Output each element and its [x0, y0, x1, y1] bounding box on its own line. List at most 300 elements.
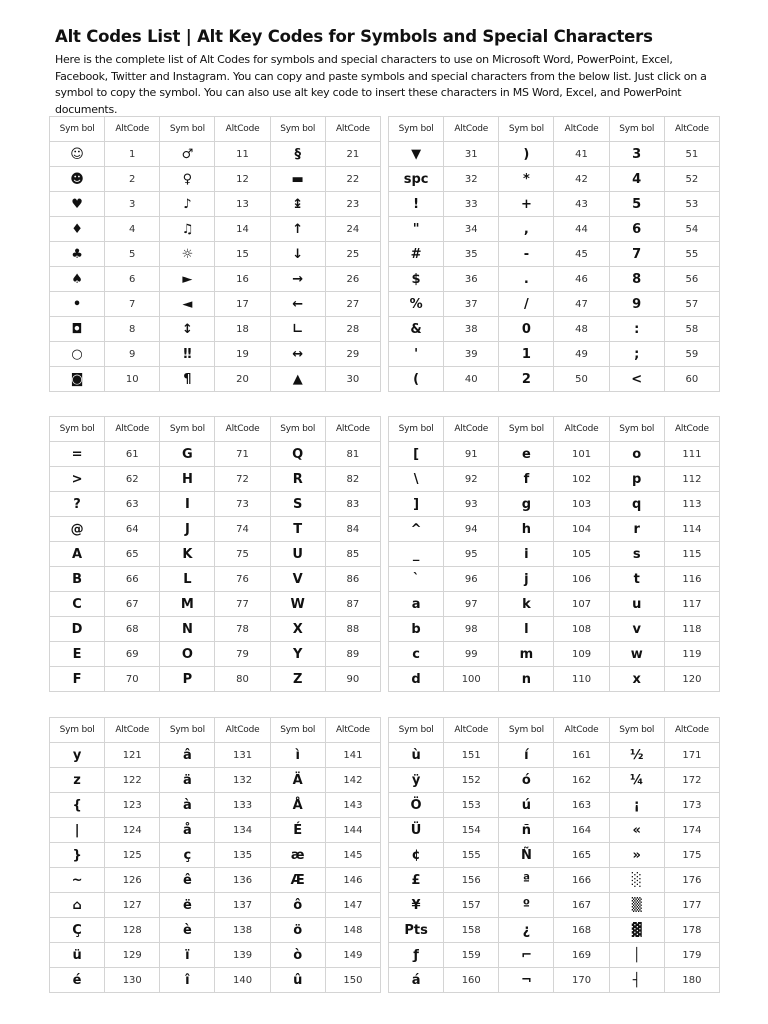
symbol-cell[interactable]: →	[270, 267, 325, 292]
altcode-cell: 99	[444, 642, 499, 667]
symbol-cell[interactable]: ☺	[50, 142, 105, 167]
symbol-cell[interactable]: h	[499, 517, 554, 542]
symbol-cell[interactable]: +	[499, 192, 554, 217]
symbol-cell[interactable]: &	[389, 317, 444, 342]
altcode-cell: 178	[664, 918, 719, 943]
symbol-cell[interactable]: I	[160, 492, 215, 517]
symbol-column-header: Sym bol	[609, 417, 664, 442]
table-row	[389, 567, 720, 592]
altcode-cell: 14	[215, 217, 270, 242]
symbol-cell[interactable]: î	[160, 968, 215, 993]
symbol-cell[interactable]: t	[609, 567, 664, 592]
altcode-cell: 159	[444, 943, 499, 968]
symbol-cell[interactable]: │	[609, 943, 664, 968]
symbol-cell[interactable]: ◘	[50, 317, 105, 342]
altcode-cell: 82	[325, 467, 380, 492]
symbol-cell[interactable]: :	[609, 317, 664, 342]
altcode-cell: 9	[105, 342, 160, 367]
symbol-cell[interactable]: C	[50, 592, 105, 617]
symbol-cell[interactable]: Å	[270, 793, 325, 818]
table-row	[50, 918, 381, 943]
symbol-cell[interactable]: ?	[50, 492, 105, 517]
symbol-cell[interactable]: l	[499, 617, 554, 642]
symbol-cell[interactable]: ♪	[160, 192, 215, 217]
symbol-cell[interactable]: ☼	[160, 242, 215, 267]
altcode-cell: 27	[325, 292, 380, 317]
symbol-cell[interactable]: <	[609, 367, 664, 392]
symbol-cell[interactable]: ì	[270, 743, 325, 768]
symbol-cell[interactable]: Ü	[389, 818, 444, 843]
table-row	[389, 868, 720, 893]
table-row	[50, 367, 381, 392]
altcode-cell: 107	[554, 592, 609, 617]
altcode-cell: 31	[444, 142, 499, 167]
table-row	[50, 317, 381, 342]
altcode-cell: 134	[215, 818, 270, 843]
symbol-cell[interactable]: r	[609, 517, 664, 542]
symbol-cell[interactable]: =	[50, 442, 105, 467]
symbol-cell[interactable]: «	[609, 818, 664, 843]
symbol-cell[interactable]: $	[389, 267, 444, 292]
altcode-cell: 11	[215, 142, 270, 167]
symbol-cell[interactable]: ♥	[50, 192, 105, 217]
symbol-cell[interactable]: ↑	[270, 217, 325, 242]
symbol-cell[interactable]: 0	[499, 317, 554, 342]
symbol-column-header: Sym bol	[389, 417, 444, 442]
symbol-cell[interactable]: £	[389, 868, 444, 893]
table-row	[50, 517, 381, 542]
symbol-cell[interactable]: Æ	[270, 868, 325, 893]
altcode-cell: 64	[105, 517, 160, 542]
symbol-cell[interactable]: ½	[609, 743, 664, 768]
altcode-cell: 69	[105, 642, 160, 667]
altcode-cell: 71	[215, 442, 270, 467]
symbol-cell[interactable]: ú	[499, 793, 554, 818]
symbol-cell[interactable]: ÿ	[389, 768, 444, 793]
symbol-cell[interactable]: q	[609, 492, 664, 517]
table-row	[50, 442, 381, 467]
altcode-cell: 23	[325, 192, 380, 217]
altcode-column-header: AltCode	[664, 417, 719, 442]
symbol-cell[interactable]: ª	[499, 868, 554, 893]
symbol-cell[interactable]: S	[270, 492, 325, 517]
symbol-cell[interactable]: 9	[609, 292, 664, 317]
altcode-cell: 68	[105, 617, 160, 642]
symbol-cell[interactable]: §	[270, 142, 325, 167]
symbol-cell[interactable]: ↔	[270, 342, 325, 367]
symbol-cell[interactable]: ♂	[160, 142, 215, 167]
symbol-cell[interactable]: ┤	[609, 968, 664, 993]
symbol-cell[interactable]: H	[160, 467, 215, 492]
symbol-cell[interactable]: ò	[270, 943, 325, 968]
altcode-cell: 94	[444, 517, 499, 542]
symbol-cell[interactable]: ►	[160, 267, 215, 292]
symbol-cell[interactable]: ⌂	[50, 893, 105, 918]
symbol-cell[interactable]: j	[499, 567, 554, 592]
symbol-cell[interactable]: ¬	[499, 968, 554, 993]
symbol-cell[interactable]: a	[389, 592, 444, 617]
symbol-cell[interactable]: (	[389, 367, 444, 392]
symbol-cell[interactable]: Ä	[270, 768, 325, 793]
symbol-cell[interactable]: Ö	[389, 793, 444, 818]
symbol-cell[interactable]: M	[160, 592, 215, 617]
symbol-cell[interactable]: ;	[609, 342, 664, 367]
altcode-cell: 5	[105, 242, 160, 267]
symbol-cell[interactable]: spc	[389, 167, 444, 192]
symbol-cell[interactable]: e	[499, 442, 554, 467]
symbol-cell[interactable]: 7	[609, 242, 664, 267]
symbol-cell[interactable]: ∟	[270, 317, 325, 342]
altcode-cell: 120	[664, 667, 719, 692]
altcode-cell: 42	[554, 167, 609, 192]
symbol-cell[interactable]: g	[499, 492, 554, 517]
altcode-cell: 122	[105, 768, 160, 793]
table-header-row	[50, 718, 381, 743]
altcode-cell: 147	[325, 893, 380, 918]
symbol-cell[interactable]: b	[389, 617, 444, 642]
symbol-cell[interactable]: Q	[270, 442, 325, 467]
altcode-cell: 100	[444, 667, 499, 692]
symbol-cell[interactable]: !	[389, 192, 444, 217]
altcode-cell: 55	[664, 242, 719, 267]
symbol-cell[interactable]: 3	[609, 142, 664, 167]
altcode-column-header: AltCode	[215, 417, 270, 442]
altcode-cell: 110	[554, 667, 609, 692]
symbol-cell[interactable]: ¼	[609, 768, 664, 793]
altcode-cell: 145	[325, 843, 380, 868]
altcode-cell: 162	[554, 768, 609, 793]
altcode-cell: 72	[215, 467, 270, 492]
symbol-cell[interactable]: v	[609, 617, 664, 642]
table-header-row	[50, 117, 381, 142]
table-row	[389, 743, 720, 768]
altcode-column-header: AltCode	[325, 117, 380, 142]
altcode-cell: 128	[105, 918, 160, 943]
altcode-column-header: AltCode	[554, 117, 609, 142]
altcode-cell: 36	[444, 267, 499, 292]
symbol-cell[interactable]: /	[499, 292, 554, 317]
altcode-cell: 140	[215, 968, 270, 993]
symbol-column-header: Sym bol	[50, 117, 105, 142]
symbol-cell[interactable]: @	[50, 517, 105, 542]
symbol-cell[interactable]: ¢	[389, 843, 444, 868]
symbol-column-header: Sym bol	[50, 417, 105, 442]
altcode-cell: 66	[105, 567, 160, 592]
symbol-cell[interactable]: E	[50, 642, 105, 667]
alt-code-table-2	[388, 116, 720, 392]
symbol-cell[interactable]: A	[50, 542, 105, 567]
symbol-cell[interactable]: »	[609, 843, 664, 868]
symbol-column-header: Sym bol	[160, 117, 215, 142]
symbol-cell[interactable]: s	[609, 542, 664, 567]
altcode-cell: 12	[215, 167, 270, 192]
symbol-cell[interactable]: #	[389, 242, 444, 267]
symbol-cell[interactable]: ☻	[50, 167, 105, 192]
altcode-cell: 7	[105, 292, 160, 317]
table-row	[50, 818, 381, 843]
symbol-cell[interactable]: ¥	[389, 893, 444, 918]
table-row	[389, 292, 720, 317]
symbol-cell[interactable]: Y	[270, 642, 325, 667]
table-row	[389, 667, 720, 692]
symbol-cell[interactable]: ñ	[499, 818, 554, 843]
symbol-cell[interactable]: ◙	[50, 367, 105, 392]
symbol-cell[interactable]: ¶	[160, 367, 215, 392]
symbol-cell[interactable]: é	[50, 968, 105, 993]
altcode-column-header: AltCode	[215, 117, 270, 142]
table-row	[50, 743, 381, 768]
symbol-cell[interactable]: V	[270, 567, 325, 592]
symbol-cell[interactable]: o	[609, 442, 664, 467]
symbol-cell[interactable]: k	[499, 592, 554, 617]
symbol-cell[interactable]: ♣	[50, 242, 105, 267]
symbol-cell[interactable]: ƒ	[389, 943, 444, 968]
table-row	[50, 142, 381, 167]
symbol-cell[interactable]: ]	[389, 492, 444, 517]
altcode-cell: 92	[444, 467, 499, 492]
symbol-cell[interactable]: N	[160, 617, 215, 642]
altcode-cell: 91	[444, 442, 499, 467]
symbol-cell[interactable]: ö	[270, 918, 325, 943]
symbol-cell[interactable]: )	[499, 142, 554, 167]
altcode-cell: 154	[444, 818, 499, 843]
symbol-cell[interactable]: '	[389, 342, 444, 367]
symbol-cell[interactable]: ï	[160, 943, 215, 968]
symbol-cell[interactable]: Z	[270, 667, 325, 692]
symbol-column-header: Sym bol	[160, 718, 215, 743]
symbol-cell[interactable]: ¿	[499, 918, 554, 943]
symbol-cell[interactable]: U	[270, 542, 325, 567]
altcode-cell: 149	[325, 943, 380, 968]
symbol-cell[interactable]: -	[499, 242, 554, 267]
symbol-cell[interactable]: W	[270, 592, 325, 617]
symbol-cell[interactable]: {	[50, 793, 105, 818]
altcode-cell: 65	[105, 542, 160, 567]
symbol-cell[interactable]: c	[389, 642, 444, 667]
altcode-cell: 104	[554, 517, 609, 542]
table-row	[50, 267, 381, 292]
symbol-cell[interactable]: ù	[389, 743, 444, 768]
symbol-cell[interactable]: %	[389, 292, 444, 317]
symbol-cell[interactable]: X	[270, 617, 325, 642]
symbol-cell[interactable]: á	[389, 968, 444, 993]
symbol-cell[interactable]: å	[160, 818, 215, 843]
symbol-cell[interactable]: ô	[270, 893, 325, 918]
symbol-cell[interactable]: ◄	[160, 292, 215, 317]
symbol-cell[interactable]: K	[160, 542, 215, 567]
symbol-cell[interactable]: Pts	[389, 918, 444, 943]
symbol-cell[interactable]: ♫	[160, 217, 215, 242]
symbol-cell[interactable]: ç	[160, 843, 215, 868]
symbol-cell[interactable]: n	[499, 667, 554, 692]
altcode-cell: 48	[554, 317, 609, 342]
symbol-cell[interactable]: ▼	[389, 142, 444, 167]
symbol-cell[interactable]: \	[389, 467, 444, 492]
symbol-cell[interactable]: ▓	[609, 918, 664, 943]
altcode-cell: 142	[325, 768, 380, 793]
symbol-cell[interactable]: ○	[50, 342, 105, 367]
table-header-row	[389, 718, 720, 743]
altcode-column-header: AltCode	[664, 117, 719, 142]
table-row	[389, 467, 720, 492]
symbol-cell[interactable]: ♦	[50, 217, 105, 242]
altcode-cell: 79	[215, 642, 270, 667]
symbol-cell[interactable]: u	[609, 592, 664, 617]
symbol-cell[interactable]: ▬	[270, 167, 325, 192]
symbol-cell[interactable]: F	[50, 667, 105, 692]
symbol-cell[interactable]: T	[270, 517, 325, 542]
symbol-cell[interactable]: d	[389, 667, 444, 692]
symbol-cell[interactable]: ê	[160, 868, 215, 893]
symbol-cell[interactable]: O	[160, 642, 215, 667]
symbol-cell[interactable]: è	[160, 918, 215, 943]
symbol-cell[interactable]: >	[50, 467, 105, 492]
symbol-cell[interactable]: ⌐	[499, 943, 554, 968]
altcode-cell: 53	[664, 192, 719, 217]
symbol-cell[interactable]: w	[609, 642, 664, 667]
table-row	[50, 667, 381, 692]
symbol-cell[interactable]: ↕	[160, 317, 215, 342]
altcode-cell: 84	[325, 517, 380, 542]
table-row	[50, 592, 381, 617]
altcode-cell: 37	[444, 292, 499, 317]
table-row	[50, 492, 381, 517]
altcode-cell: 28	[325, 317, 380, 342]
altcode-cell: 73	[215, 492, 270, 517]
altcode-cell: 137	[215, 893, 270, 918]
symbol-cell[interactable]: 2	[499, 367, 554, 392]
altcode-cell: 76	[215, 567, 270, 592]
symbol-cell[interactable]: 6	[609, 217, 664, 242]
symbol-cell[interactable]: ë	[160, 893, 215, 918]
table-row	[50, 292, 381, 317]
symbol-cell[interactable]: 5	[609, 192, 664, 217]
altcode-cell: 150	[325, 968, 380, 993]
altcode-cell: 144	[325, 818, 380, 843]
symbol-cell[interactable]: ,	[499, 217, 554, 242]
symbol-cell[interactable]: .	[499, 267, 554, 292]
symbol-cell[interactable]: ↨	[270, 192, 325, 217]
symbol-cell[interactable]: [	[389, 442, 444, 467]
symbol-cell[interactable]: m	[499, 642, 554, 667]
symbol-cell[interactable]: i	[499, 542, 554, 567]
symbol-cell[interactable]: º	[499, 893, 554, 918]
altcode-cell: 97	[444, 592, 499, 617]
symbol-cell[interactable]: ‼	[160, 342, 215, 367]
symbol-cell[interactable]: y	[50, 743, 105, 768]
altcode-cell: 25	[325, 242, 380, 267]
table-row	[50, 943, 381, 968]
symbol-cell[interactable]: ░	[609, 868, 664, 893]
symbol-cell[interactable]: Ç	[50, 918, 105, 943]
symbol-cell[interactable]: ♠	[50, 267, 105, 292]
symbol-cell[interactable]: 8	[609, 267, 664, 292]
symbol-cell[interactable]: z	[50, 768, 105, 793]
symbol-cell[interactable]: *	[499, 167, 554, 192]
symbol-cell[interactable]: ~	[50, 868, 105, 893]
symbol-cell[interactable]: •	[50, 292, 105, 317]
symbol-cell[interactable]: G	[160, 442, 215, 467]
symbol-cell[interactable]: æ	[270, 843, 325, 868]
symbol-cell[interactable]: í	[499, 743, 554, 768]
symbol-cell[interactable]: Ñ	[499, 843, 554, 868]
symbol-cell[interactable]: ¡	[609, 793, 664, 818]
altcode-cell: 125	[105, 843, 160, 868]
symbol-cell[interactable]: B	[50, 567, 105, 592]
symbol-cell[interactable]: ^	[389, 517, 444, 542]
altcode-cell: 163	[554, 793, 609, 818]
table-row	[50, 467, 381, 492]
symbol-cell[interactable]: J	[160, 517, 215, 542]
symbol-cell[interactable]: ←	[270, 292, 325, 317]
symbol-cell[interactable]: à	[160, 793, 215, 818]
symbol-cell[interactable]: É	[270, 818, 325, 843]
altcode-cell: 171	[664, 743, 719, 768]
symbol-cell[interactable]: `	[389, 567, 444, 592]
altcode-cell: 86	[325, 567, 380, 592]
altcode-cell: 118	[664, 617, 719, 642]
symbol-cell[interactable]: D	[50, 617, 105, 642]
altcode-cell: 75	[215, 542, 270, 567]
altcode-column-header: AltCode	[444, 718, 499, 743]
altcode-cell: 78	[215, 617, 270, 642]
altcode-cell: 102	[554, 467, 609, 492]
symbol-cell[interactable]: ä	[160, 768, 215, 793]
symbol-cell[interactable]: R	[270, 467, 325, 492]
altcode-cell: 165	[554, 843, 609, 868]
altcode-column-header: AltCode	[325, 718, 380, 743]
symbol-cell[interactable]: f	[499, 467, 554, 492]
symbol-cell[interactable]: 1	[499, 342, 554, 367]
symbol-cell[interactable]: ▒	[609, 893, 664, 918]
table-row	[389, 918, 720, 943]
altcode-cell: 123	[105, 793, 160, 818]
symbol-cell[interactable]: ▲	[270, 367, 325, 392]
symbol-cell[interactable]: 4	[609, 167, 664, 192]
symbol-cell[interactable]: P	[160, 667, 215, 692]
altcode-cell: 101	[554, 442, 609, 467]
altcode-cell: 80	[215, 667, 270, 692]
symbol-cell[interactable]: ó	[499, 768, 554, 793]
altcode-cell: 143	[325, 793, 380, 818]
symbol-cell[interactable]: û	[270, 968, 325, 993]
table-row	[50, 868, 381, 893]
symbol-cell[interactable]: â	[160, 743, 215, 768]
altcode-column-header: AltCode	[105, 117, 160, 142]
altcode-cell: 130	[105, 968, 160, 993]
symbol-column-header: Sym bol	[270, 417, 325, 442]
symbol-cell[interactable]: x	[609, 667, 664, 692]
symbol-cell[interactable]: ♀	[160, 167, 215, 192]
altcode-cell: 113	[664, 492, 719, 517]
altcode-cell: 98	[444, 617, 499, 642]
symbol-column-header: Sym bol	[609, 718, 664, 743]
altcode-cell: 93	[444, 492, 499, 517]
symbol-cell[interactable]: _	[389, 542, 444, 567]
symbol-cell[interactable]: |	[50, 818, 105, 843]
symbol-cell[interactable]: p	[609, 467, 664, 492]
altcode-cell: 155	[444, 843, 499, 868]
altcode-cell: 95	[444, 542, 499, 567]
symbol-cell[interactable]: L	[160, 567, 215, 592]
altcode-cell: 133	[215, 793, 270, 818]
symbol-cell[interactable]: "	[389, 217, 444, 242]
symbol-cell[interactable]: }	[50, 843, 105, 868]
symbol-cell[interactable]: ↓	[270, 242, 325, 267]
symbol-cell[interactable]: ü	[50, 943, 105, 968]
altcode-cell: 158	[444, 918, 499, 943]
altcode-cell: 50	[554, 367, 609, 392]
